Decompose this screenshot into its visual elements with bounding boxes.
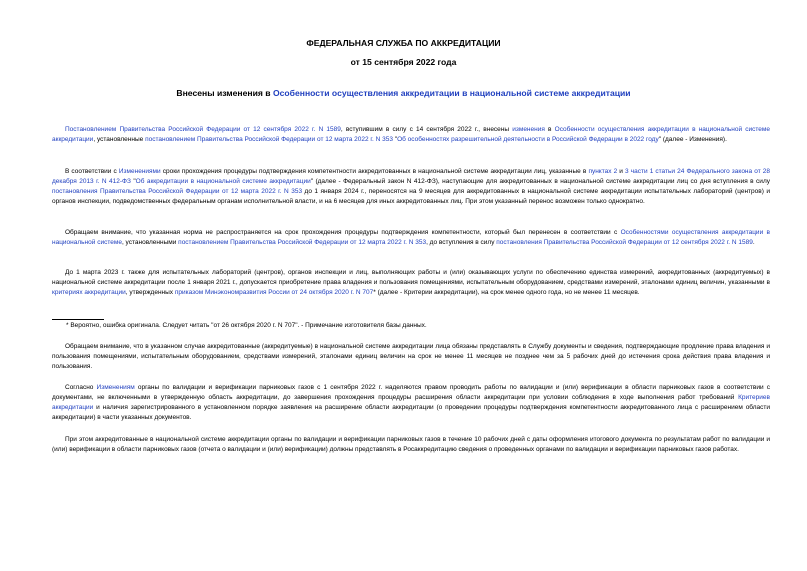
text: Обращаем внимание, что указанная норма не распространяется на срок прохождения процедуры подтверждения компетентности, который был перенесен в соответствии с [65, 229, 621, 236]
text: органы по валидации и верификации парниковых газов с 1 сентября 2022 г. наделяются правом проводить работы по валидации и (или) верификации в области парниковых газов в соответствии с документами, не включенными в утвержденную область аккредитации, до завершения прохождения процедуры расширения области аккредитации при условии соблюдения в ходе выполнения работ требований [52, 384, 770, 401]
subject-prefix: Внесены изменения в [176, 88, 273, 98]
link-accreditation-law[interactable]: Об аккредитации в национальной системе аккредитации [135, 178, 311, 185]
text: и [617, 168, 626, 175]
agency-title: ФЕДЕРАЛЬНАЯ СЛУЖБА ПО АККРЕДИТАЦИИ [306, 38, 501, 48]
footnote-divider [52, 319, 104, 320]
link-changes[interactable]: Изменениями [118, 168, 161, 175]
text: Обращаем внимание, что в указанном случае аккредитованные (аккредитуемые) в национальной системе аккредитации лица обязаны представлять в Службу документы и сведения, подтверждающие продление права владения и пользования помещениями, испытательным оборудованием, средствами измерений, эталонами единиц величин на срок не менее 11 месяцев не позднее чем за 5 рабочих дней до истечения срока действия права владения и пользования. [52, 343, 770, 370]
text: . [752, 239, 755, 246]
text: При этом аккредитованные в национальной системе аккредитации органы по валидации и верификации парниковых газов в течение 10 рабочих дней с даты оформления итогового документа по результатам работ по валидации и (или) верификации в области парниковых газов (отчета о валидации и (или) верификации) должны представлять в Росаккредитацию сведения о проведенных органами по валидации и верификации парниковых газов работах. [52, 436, 770, 453]
text: " [130, 178, 136, 185]
text: " (далее - Федеральный закон N 412-ФЗ), наступающие для аккредитованных в национальной системе аккредитации лиц со дня вступления в силу [310, 178, 770, 185]
text: , установленные [93, 136, 146, 143]
text: , вступившим в силу с 14 сентября 2022 г., внесены [340, 126, 513, 133]
paragraph-1 [52, 125, 770, 145]
link-features[interactable]: Особенности осуществления аккредитации в национальной системе аккредитации [52, 126, 770, 143]
link-features[interactable]: Особенностями осуществления аккредитации в национальной системе [52, 229, 770, 246]
text: * (далее - Критерии аккредитации), на срок менее одного года, но не менее 11 месяцев. [373, 289, 640, 296]
paragraph-3 [52, 228, 770, 248]
paragraph-6 [52, 383, 770, 423]
paragraph-5 [52, 342, 770, 372]
link-decree-1589[interactable]: Постановлением Правительства Российской Федерации от 12 сентября 2022 г. N 1589 [65, 126, 341, 133]
text: В соответствии с [65, 168, 119, 175]
link-decree-353[interactable]: постановлением Правительства Российской Федерации от 12 марта 2022 г. N 353 [145, 136, 393, 143]
link-criteria[interactable]: критериях аккредитации [52, 289, 126, 296]
text: До 1 марта 2023 г. также для испытательных лабораторий (центров), органов инспекции и лиц, выполняющих работы и (или) оказывающих услуги по обеспечению единства измерений, аккредитованных (аккредитуемых) в национальной системе аккредитации после 1 января 2021 г., допускается приобретение права владения и пользования помещениями, испытательным оборудованием, средствами измерений, эталонами единиц величин, указанными в [52, 269, 770, 286]
link-permits-2022[interactable]: Об особенностях разрешительной деятельности в Российской Федерации в 2022 году [397, 136, 659, 143]
text: " [392, 136, 398, 143]
paragraph-4 [52, 268, 770, 298]
text: Согласно [65, 384, 97, 391]
text: , до вступления в силу [426, 239, 497, 246]
subject-link[interactable]: Особенности осуществления аккредитации в национальной системе аккредитации [272, 88, 631, 98]
paragraph-7 [52, 435, 770, 455]
document-date: от 15 сентября 2022 года [350, 57, 457, 67]
link-changes[interactable]: Изменениям [96, 384, 135, 391]
paragraph-2 [52, 167, 770, 207]
link-changes[interactable]: изменения [512, 126, 545, 133]
text: " (далее - Изменения). [658, 136, 727, 143]
link-article-24[interactable]: 3 части 1 статьи 24 [625, 168, 685, 175]
text: и наличия зарегистрированного в установленном порядке заявления на расширение области аккредитации (о проведении процедуры подтверждения компетентности аккредитованного лица с расширением области аккредитации) в части указанных документов. [52, 404, 770, 421]
text: до 1 января 2024 г., переносятся на 9 месяцев для аккредитованных в национальной системе аккредитации испытательных лабораторий (центров) и органов инспекции, подведомственных федеральным органам исполнительной власти, и на 6 месяцев для иных аккредитованных лиц. При этом указанный перенос возможен только однократно. [52, 188, 770, 205]
link-law-412[interactable]: Федерального закона от 28 декабря 2013 г. N 412-ФЗ [52, 168, 771, 185]
link-criteria[interactable]: Критериев аккредитации [52, 394, 770, 411]
text: , утвержденных [125, 289, 175, 296]
link-items-2[interactable]: пунктах 2 [588, 168, 618, 175]
link-decree-1589[interactable]: постановления Правительства Российской Федерации от 12 сентября 2022 г. N 1589 [496, 239, 753, 246]
text: в [544, 126, 555, 133]
link-decree-353[interactable]: постановлением Правительства Российской Федерации от 12 марта 2022 г. N 353 [178, 239, 427, 246]
document-subject [0, 88, 807, 98]
footnote: * Вероятно, ошибка оригинала. Следует читать "от 26 октября 2020 г. N 707". - Примечание изготовителя базы данных. [66, 322, 427, 329]
link-decree-353[interactable]: постановления Правительства Российской Федерации от 12 марта 2022 г. N 353 [52, 188, 303, 195]
text: , установленными [121, 239, 179, 246]
text: сроки прохождения процедуры подтверждения компетентности аккредитованных в национальной системе аккредитации лиц, указанные в [160, 168, 589, 175]
link-order-707[interactable]: приказом Минэкономразвития России от 24 октября 2020 г. N 707 [174, 289, 374, 296]
